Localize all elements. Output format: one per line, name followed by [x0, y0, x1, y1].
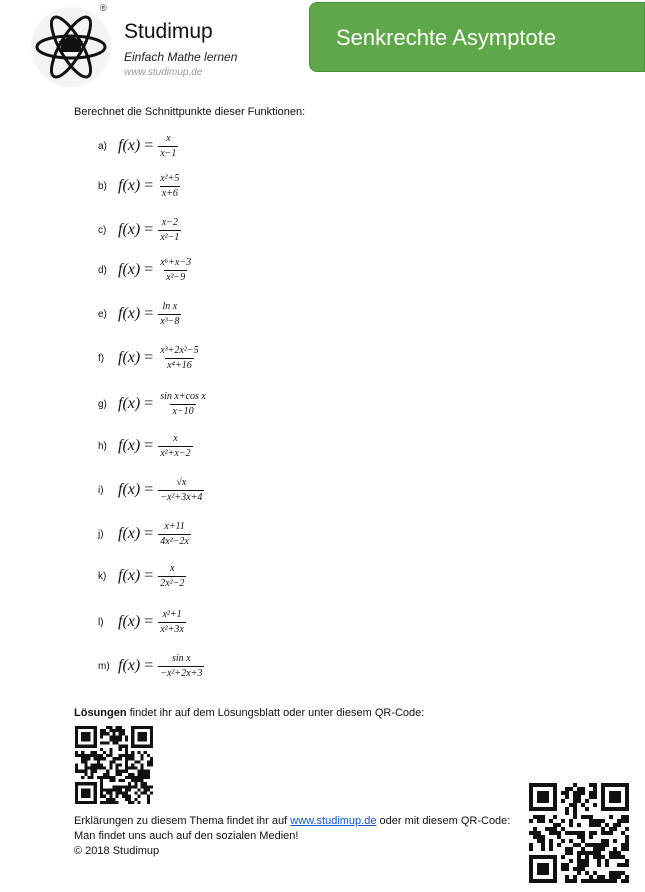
numerator: x: [170, 562, 175, 574]
problem-label: b): [98, 180, 107, 192]
solutions-bold: Lösungen: [74, 707, 127, 719]
function-name: f(x): [118, 437, 141, 454]
problem-label: a): [98, 140, 107, 152]
problem-item: [98, 210, 181, 250]
numerator: x³+2x²−5: [160, 344, 199, 356]
problem-label: f): [98, 352, 105, 364]
brand-name: Studimup: [124, 20, 213, 43]
numerator: x: [173, 432, 178, 444]
studimup-logo: [30, 6, 112, 88]
fraction: [158, 563, 186, 590]
function-name: f(x): [118, 305, 141, 322]
equals-sign: =: [144, 261, 154, 278]
fraction: [158, 217, 181, 244]
problem-item: [98, 384, 208, 424]
solutions-qr-code[interactable]: [75, 726, 153, 804]
equals-sign: =: [144, 349, 154, 366]
fraction: [158, 257, 193, 284]
problem-label: m): [98, 660, 110, 672]
problem-item: [98, 514, 191, 554]
explanations-note: [74, 814, 510, 859]
problem-item: [98, 126, 178, 166]
equals-sign: =: [144, 137, 154, 154]
problem-label: l): [98, 616, 104, 628]
solutions-rest: findet ihr auf dem Lösungsblatt oder unter diesem QR-Code:: [126, 707, 425, 719]
denominator: x²+x−2: [160, 447, 191, 459]
denominator: −x²+3x+4: [160, 491, 203, 503]
equals-sign: =: [144, 567, 154, 584]
numerator: ln x: [162, 300, 178, 312]
page-title: Senkrechte Asymptote: [336, 25, 557, 50]
problem-item: [98, 250, 193, 290]
function-name: f(x): [118, 137, 141, 154]
fraction: [158, 433, 192, 460]
function-name: f(x): [118, 395, 141, 412]
fraction: [158, 653, 204, 680]
problem-label: c): [98, 224, 107, 236]
fraction: [158, 609, 186, 636]
explain-line-2: Man findet uns auch auf den sozialen Medien!: [74, 830, 299, 842]
fraction: [158, 173, 181, 200]
denominator: x²−1: [160, 231, 180, 243]
problem-label: e): [98, 308, 107, 320]
problem-label: g): [98, 398, 107, 410]
function-name: f(x): [118, 567, 141, 584]
function-name: f(x): [118, 657, 141, 674]
function-name: f(x): [118, 613, 141, 630]
title-banner: [309, 2, 645, 72]
fraction: [158, 391, 208, 418]
fraction: [158, 477, 204, 504]
numerator: x: [166, 132, 171, 144]
numerator: √x: [176, 476, 187, 488]
denominator: 4x²−2x: [160, 535, 189, 547]
numerator: x−2: [161, 216, 178, 228]
equals-sign: =: [144, 613, 154, 630]
explain-text-post: oder mit diesem QR-Code:: [376, 815, 511, 827]
denominator: x²+3x: [160, 623, 184, 635]
problem-item: [98, 338, 201, 378]
problem-item: [98, 556, 186, 596]
problem-item: [98, 602, 186, 642]
numerator: sin x: [171, 652, 191, 664]
studimup-link[interactable]: www.studimup.de: [290, 815, 377, 827]
equals-sign: =: [144, 657, 154, 674]
problem-label: h): [98, 440, 107, 452]
registered-mark: ®: [100, 3, 107, 13]
problem-item: [98, 470, 204, 510]
equals-sign: =: [144, 525, 154, 542]
equals-sign: =: [144, 221, 154, 238]
equals-sign: =: [144, 437, 154, 454]
denominator: x²−9: [166, 271, 186, 283]
equals-sign: =: [144, 305, 154, 322]
problem-item: [98, 426, 193, 466]
numerator: x²+1: [162, 608, 182, 620]
intro-text: Berechnet die Schnittpunkte dieser Funktionen:: [74, 106, 306, 118]
problem-item: [98, 166, 181, 206]
problem-label: k): [98, 570, 107, 582]
explanations-qr-code[interactable]: [529, 783, 629, 883]
numerator: x+11: [164, 520, 185, 532]
numerator: x²+5: [160, 172, 180, 184]
fraction: [158, 345, 200, 372]
brand-url: www.studimup.de: [124, 67, 203, 78]
problem-label: d): [98, 264, 107, 276]
fraction: [158, 301, 181, 328]
denominator: x+6: [161, 187, 178, 199]
brand-tagline: Einfach Mathe lernen: [124, 50, 238, 64]
numerator: sin x+cos x: [160, 390, 206, 402]
function-name: f(x): [118, 481, 141, 498]
fraction: [158, 521, 191, 548]
fraction: [158, 133, 178, 160]
solutions-note: [74, 707, 424, 719]
function-name: f(x): [118, 221, 141, 238]
numerator: x⁶+x−3: [160, 256, 192, 268]
explain-text: Erklärungen zu diesem Thema findet ihr auf: [74, 815, 291, 827]
equals-sign: =: [144, 395, 154, 412]
function-name: f(x): [118, 349, 141, 366]
equals-sign: =: [144, 481, 154, 498]
problem-item: [98, 294, 181, 334]
denominator: −x²+2x+3: [160, 667, 203, 679]
denominator: x³−8: [160, 315, 180, 327]
function-name: f(x): [118, 261, 141, 278]
problem-label: j): [98, 528, 104, 540]
denominator: x−10: [172, 405, 194, 417]
denominator: 2x²−2: [160, 577, 185, 589]
equals-sign: =: [144, 177, 154, 194]
problem-label: i): [98, 484, 104, 496]
copyright: © 2018 Studimup: [74, 845, 160, 857]
denominator: x−1: [160, 147, 177, 159]
function-name: f(x): [118, 525, 141, 542]
explain-line-1: [74, 814, 510, 829]
denominator: x⁴+16: [167, 359, 192, 371]
function-name: f(x): [118, 177, 141, 194]
problem-item: [98, 646, 204, 686]
